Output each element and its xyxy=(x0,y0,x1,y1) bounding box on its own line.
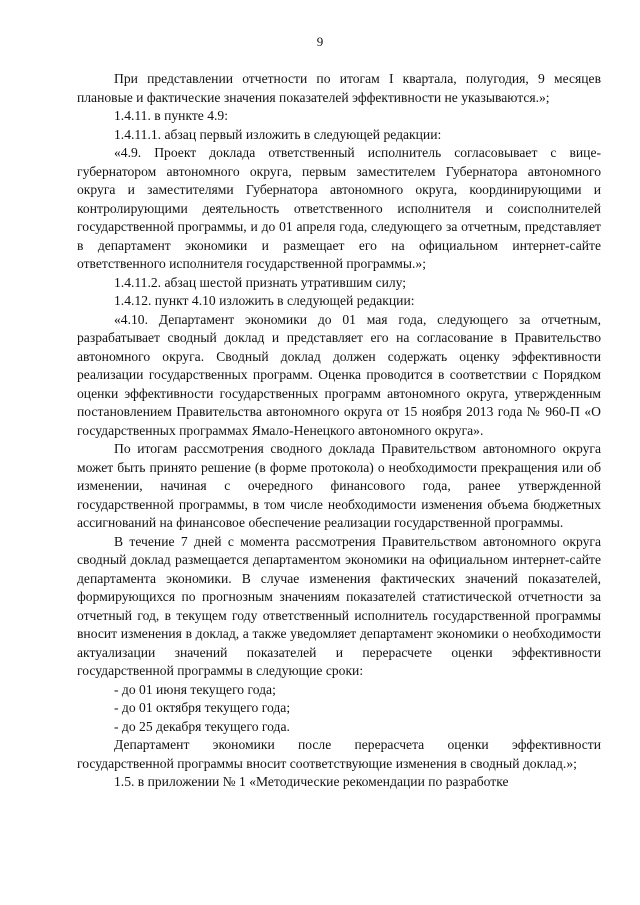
page-number: 9 xyxy=(316,34,324,49)
paragraph-item-1-4-11-1: 1.4.11.1. абзац первый изложить в следующей редакции: xyxy=(114,126,442,142)
document-body xyxy=(77,70,601,792)
list-item-deadline-december: - до 25 декабря текущего года. xyxy=(114,718,290,734)
paragraph-item-1-4-11: 1.4.11. в пункте 4.9: xyxy=(114,108,229,123)
paragraph-item-1-4-12: 1.4.12. пункт 4.10 изложить в следующей редакции: xyxy=(114,293,415,308)
paragraph-review-results: По итогам рассмотрения сводного доклада Правительством автономного округа может быть принято решение (в форме протокола) о необходимости прекращения или об изменении, начиная с очередного финансового года, ранее утвержденной государственной программы, в том числе необходимости изменения объема бюджетных ассигнований на финансовое обеспечение реализации государственной программы. xyxy=(77,441,601,530)
paragraph-item-1-5: 1.5. в приложении № 1 «Методические рекомендации по разработке xyxy=(114,774,509,789)
paragraph-publication: В течение 7 дней с момента рассмотрения Правительством автономного округа сводный доклад размещается департаментом экономики на официальном интернет-сайте департамента экономики. В случае изменения фактических значений показателей, формирующихся по прогнозным значениям показателей статистической отчетности за отчетный год, в текущем году ответственный исполнитель государственной программы вносит изменения в доклад, а также уведомляет департамент экономики о необходимости актуализации значений показателей и перерасчете оценки эффективности государственной программы в следующие сроки: xyxy=(77,533,601,678)
paragraph-reporting-note: При представлении отчетности по итогам I квартала, полугодия, 9 месяцев плановые и фактические значения показателей эффективности не указываются.»; xyxy=(77,71,601,105)
paragraph-item-1-4-11-2: 1.4.11.2. абзац шестой признать утратившим силу; xyxy=(114,274,407,290)
paragraph-recalculation: Департамент экономики после перерасчета оценки эффективности государственной программы вносит соответствующие изменения в сводный доклад.»; xyxy=(77,737,601,771)
list-item-deadline-june: - до 01 июня текущего года; xyxy=(114,681,276,697)
list-item-deadline-october: - до 01 октября текущего года; xyxy=(114,700,291,715)
paragraph-clause-4-10: «4.10. Департамент экономики до 01 мая года, следующего за отчетным, разрабатывает сводный доклад и представляет его на согласование в Правительство автономного округа. Сводный доклад должен содержать оценку эффективности реализации государственных программ. Оценка проводится в соответствии с Порядком оценки эффективности государственных программ автономного округа, утвержденным постановлением Правительства автономного округа от 15 ноября 2013 года № 960-П «О государственных программах Ямало-Ненецкого автономного округа». xyxy=(77,311,601,438)
paragraph-clause-4-9: «4.9. Проект доклада ответственный исполнитель согласовывает с вице-губернатором автономного округа, первым заместителем Губернатора автономного округа и заместителями Губернатора автономного округа, координирующими и контролирующими деятельность ответственного исполнителя и соисполнителей государственной программы, и до 01 апреля года, следующего за отчетным, представляет в департамент экономики и размещает его на официальном интернет-сайте ответственного исполнителя государственной программы.»; xyxy=(77,145,601,271)
